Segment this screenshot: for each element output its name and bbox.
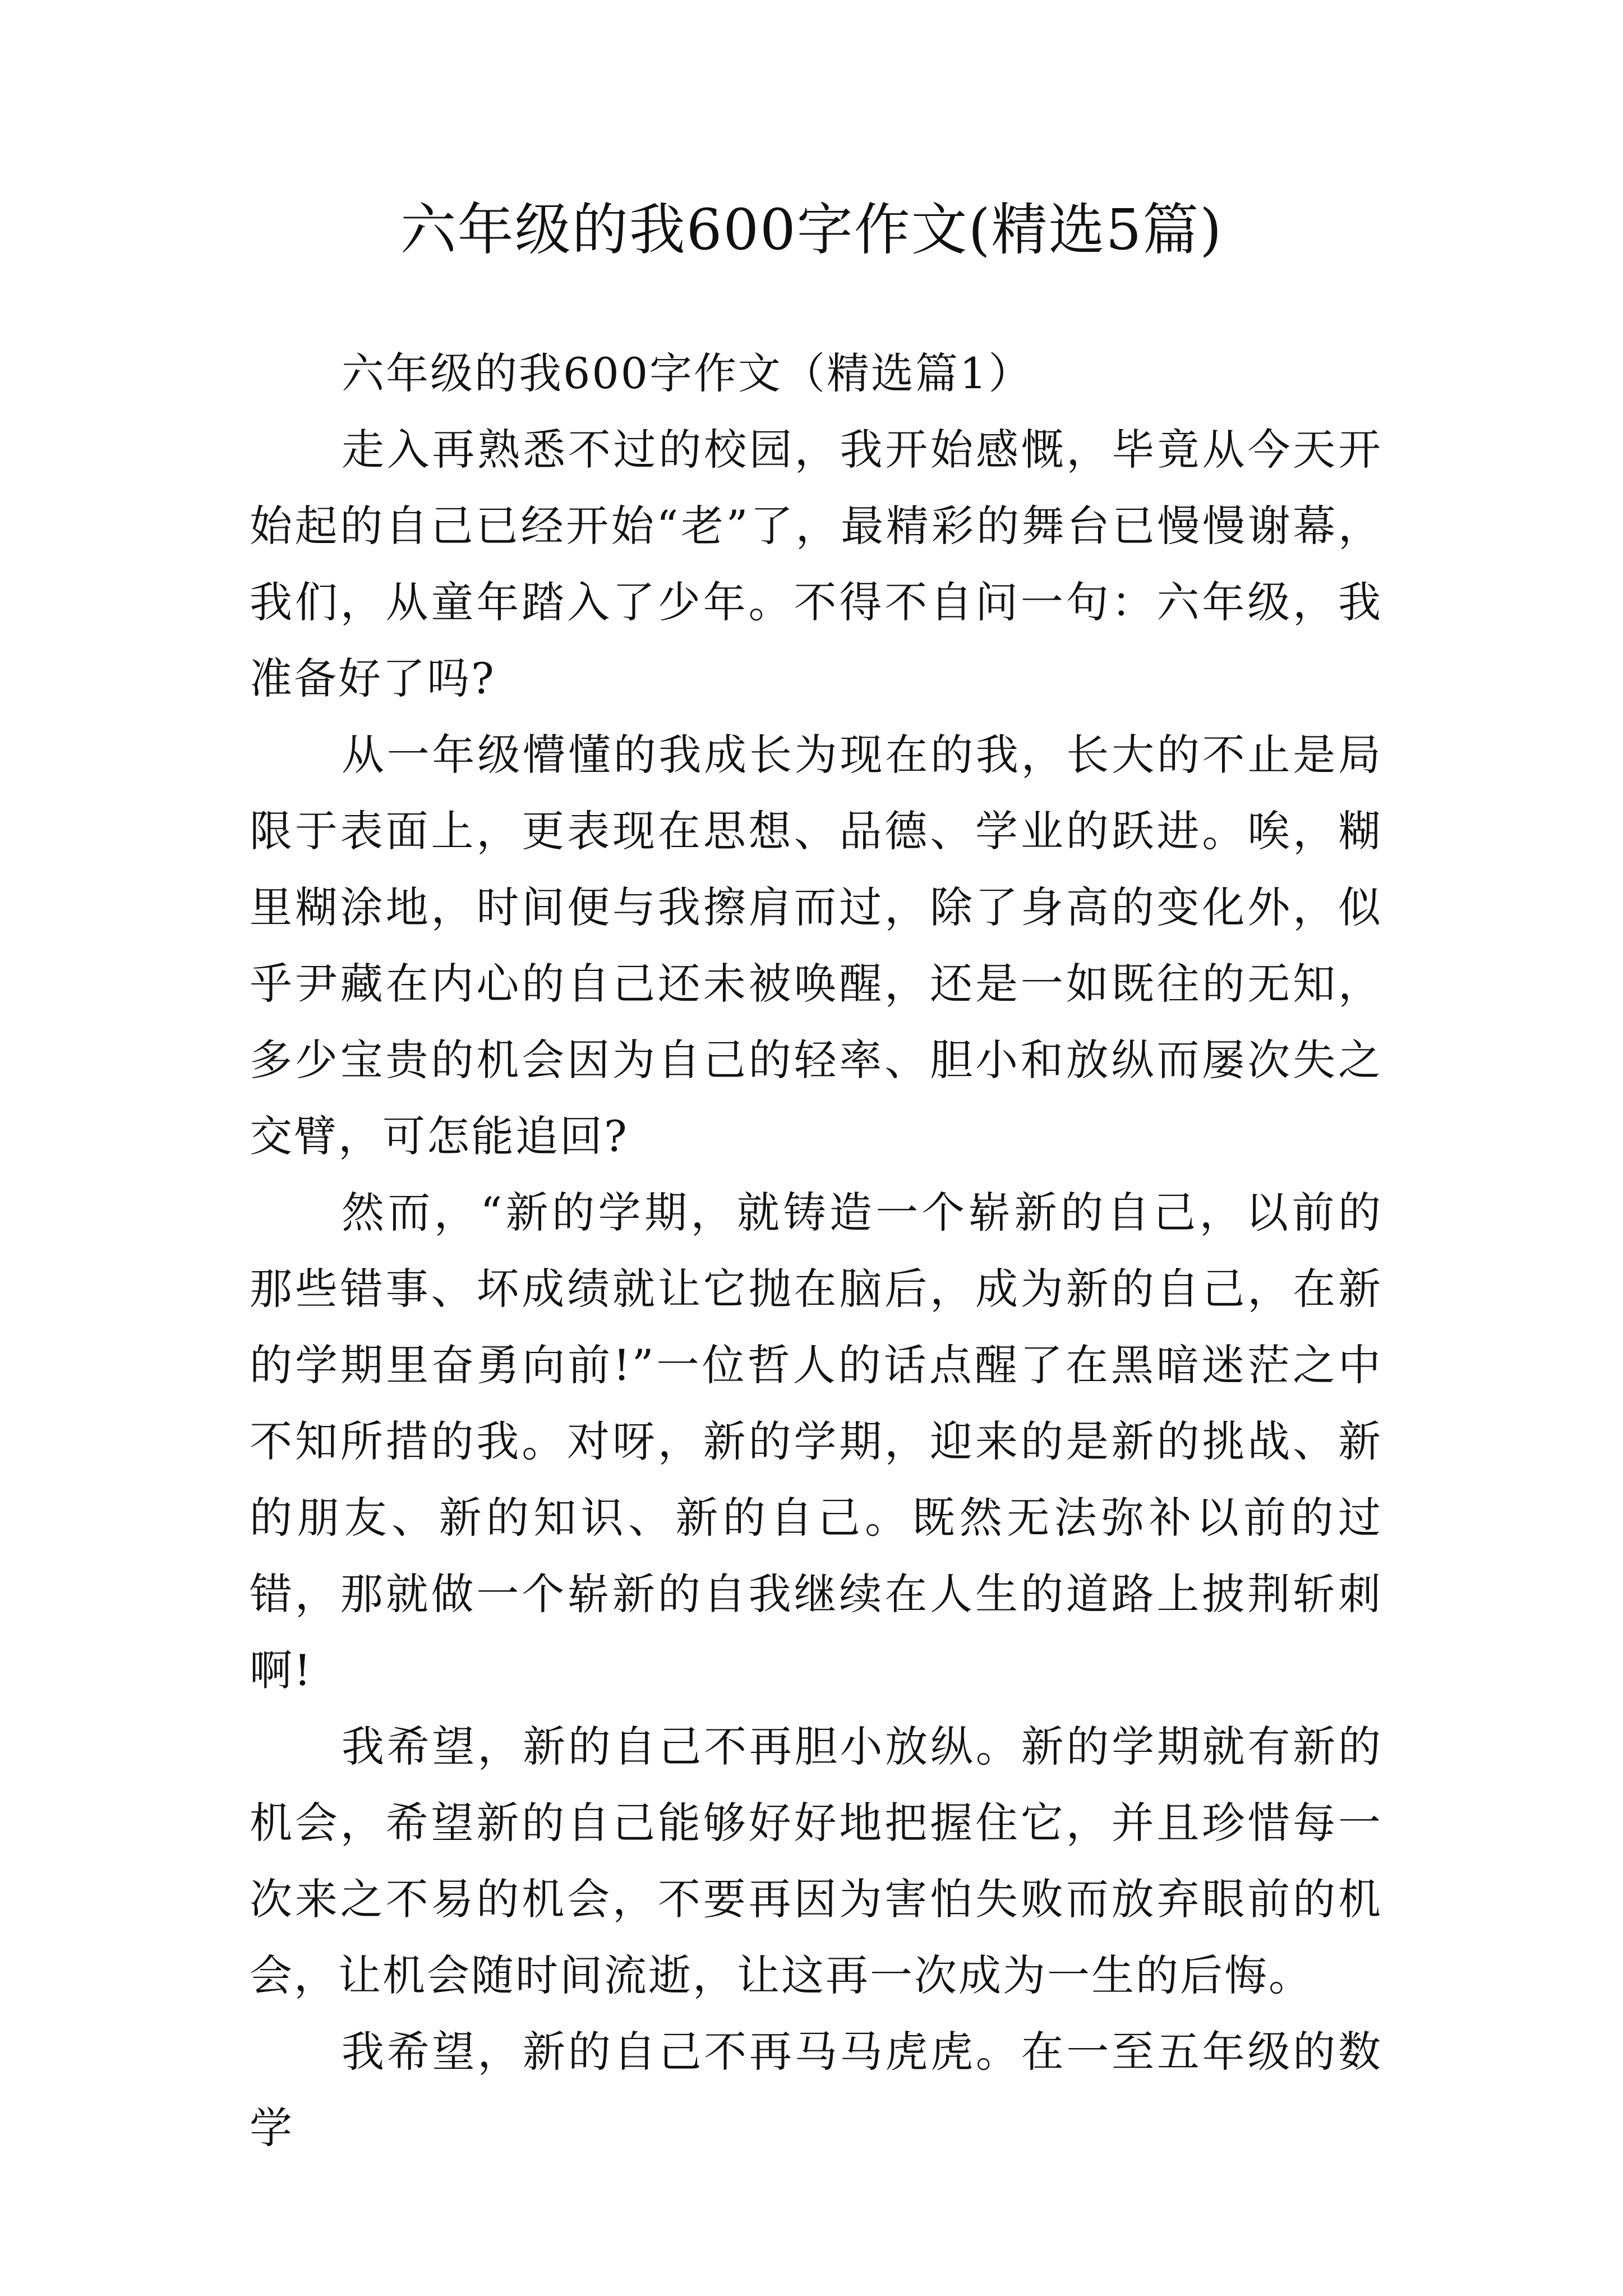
paragraph-3: 然而，“新的学期，就铸造一个崭新的自己，以前的那些错事、坏成绩就让它抛在脑后，成为新的自己，在新的学期里奋勇向前!”一位哲人的话点醒了在黑暗迷茫之中不知所措的我。对呀，新的学期，迎来的是新的挑战、新的朋友、新的知识、新的自己。既然无法弥补以前的过错，那就做一个崭新的自我继续在人生的道路上披荆斩刺啊! (250, 1188, 1382, 1695)
paragraph-5: 我希望，新的自己不再马马虎虎。在一至五年级的数学 (250, 2027, 1382, 2153)
paragraph-1: 走入再熟悉不过的校园，我开始感慨，毕竟从今天开始起的自己已经开始“老”了，最精彩的舞台已慢慢谢幕，我们，从童年踏入了少年。不得不自问一句：六年级，我准备好了吗? (250, 425, 1382, 703)
paragraph-2: 从一年级懵懂的我成长为现在的我，长大的不止是局限于表面上，更表现在思想、品德、学业的跃进。唉，糊里糊涂地，时间便与我擦肩而过，除了身高的变化外，似乎尹藏在内心的自己还未被唤醒，还是一如既往的无知，多少宝贵的机会因为自己的轻率、胆小和放纵而屡次失之交臂，可怎能追回? (250, 730, 1382, 1161)
section-heading: 六年级的我600字作文（精选篇1） (342, 348, 1033, 398)
document-title: 六年级的我600字作文(精选5篇) (400, 197, 1223, 263)
paragraph-4: 我希望，新的自己不再胆小放纵。新的学期就有新的机会，希望新的自己能够好好地把握住它，并且珍惜每一次来之不易的机会，不要再因为害怕失败而放弃眼前的机会，让机会随时间流逝，让这再一次成为一生的后悔。 (250, 1722, 1382, 2000)
document-body (250, 335, 1382, 2166)
